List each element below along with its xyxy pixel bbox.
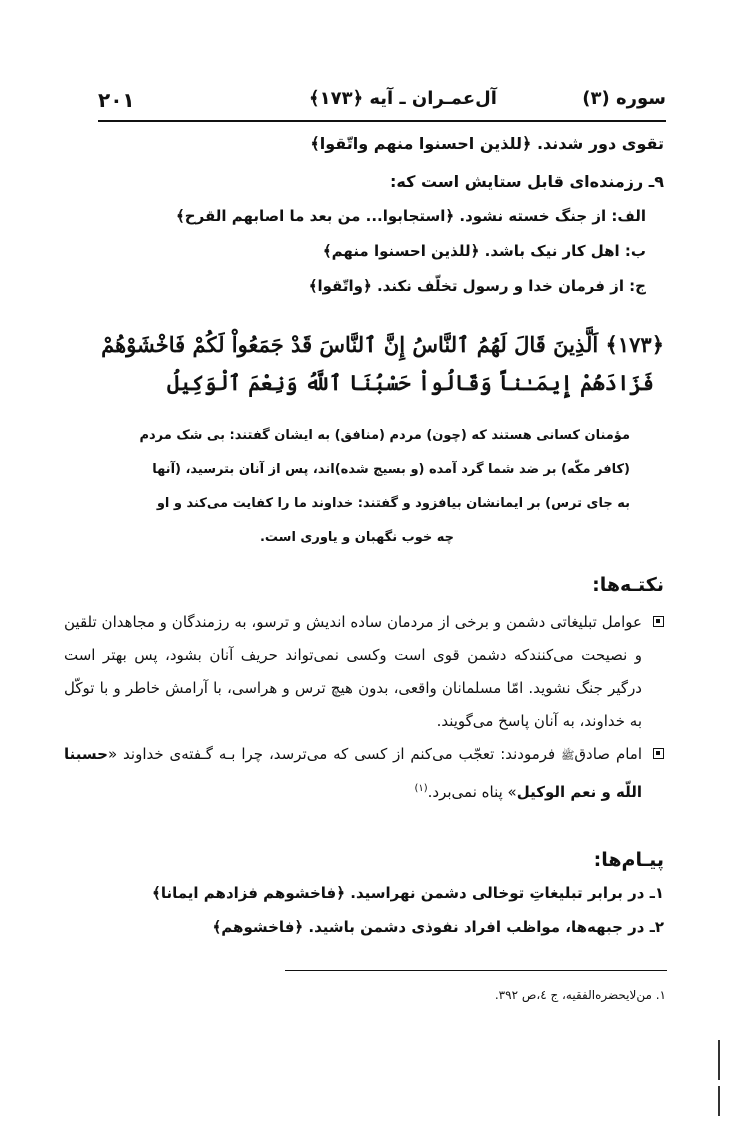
point-9-heading: ۹ـ رزمنده‌ای قابل ستایش است که: xyxy=(389,172,664,191)
page-edge-mark xyxy=(718,1040,720,1080)
footnote-ref: (۱) xyxy=(414,783,428,794)
messages-title: پیـام‌ها: xyxy=(593,849,664,871)
note-text-2-end: » پناه نمی‌برد. xyxy=(427,783,517,801)
footnote-text: ۱. من‌لایحضره‌الفقیه، ج ٤،ص ۳۹۲. xyxy=(494,988,666,1002)
point-item-jim: ج: از فرمان خدا و رسول تخلّف نکند. ﴿واتّقوا﴾ xyxy=(308,277,646,295)
translation-line-2: (کافر مکّه) بر ضد شما گرد آمده (و بسیج شده)اند، پس از آنان بترسید، (آنها xyxy=(152,462,630,477)
footnote-rule xyxy=(285,970,667,971)
honorific-glyph: ﷺ xyxy=(561,749,575,762)
page-number: ۲۰۱ xyxy=(98,88,135,112)
note-item-1 xyxy=(64,606,664,738)
note-text-2-mid: فرمودند: تعجّب می‌کنم از کسی که می‌ترسد، چرا بـه گـفته‌ی خداوند « xyxy=(107,745,562,763)
page-edge-mark xyxy=(718,1086,720,1116)
note-text-2-start: امام صادق xyxy=(574,745,642,763)
square-bullet-icon xyxy=(653,616,664,627)
note-quote: حسبنا اللّه و نعم الوکیل xyxy=(64,745,642,801)
message-item-1: ۱ـ در برابر تبلیغاتِ توخالی دشمن نهراسید. ﴿فاخشوهم فزادهم ایمانا﴾ xyxy=(152,884,664,902)
point-item-be: ب: اهل کار نیک باشد. ﴿للذین احسنوا منهم﴾ xyxy=(322,242,646,260)
square-bullet-icon xyxy=(653,748,664,759)
surah-label: سوره (۳) xyxy=(582,88,666,109)
quran-verse-line-1: ﴿۱۷۳﴾ اَلَّذِینَ قَالَ لَهُمُ ٱلنَّاسُ إِنَّ ٱلنَّاسَ قَدْ جَمَعُواْ لَكُمْ فَاخْشَوْهُمْ xyxy=(101,332,664,357)
notes-body xyxy=(64,606,664,809)
translation-line-1: مؤمنان کسانی هستند که (چون) مردم (منافق) به ایشان گفتند: بی شک مردم xyxy=(139,428,630,443)
point-item-alef: الف: از جنگ خسته نشود. ﴿استجابوا... من بعد ما اصابهم القرح﴾ xyxy=(176,207,646,225)
point-line-continued: تقوی دور شدند. ﴿للذین احسنوا منهم واتّقوا﴾ xyxy=(310,134,664,153)
quran-verse-line-2: فَزَادَهُمْ إِيمَـٰناً وَقَالُواْ حَسْبُنَا ٱللَّهُ وَنِعْمَ ٱلْوَكِيلُ xyxy=(167,370,654,395)
message-item-2: ۲ـ در جبهه‌ها، مواظب افراد نفوذی دشمن باشید. ﴿فاخشوهم﴾ xyxy=(212,918,664,936)
translation-line-4: چه خوب نگهبان و یاوری است. xyxy=(259,530,454,545)
surah-ayah-heading: آل‌عمـران ـ آیه ﴿۱۷۳﴾ xyxy=(309,88,497,109)
notes-title: نکتـه‌ها: xyxy=(592,574,664,596)
note-text-1: عوامل تبلیغاتی دشمن و برخی از مردمان ساده اندیش و ترسو، به رزمندگان و مجاهدان تلقین و نصیحت می‌کنندکه دشمن قوی است وکسی نمی‌تواند حریف آنان بشود، پس بهتر است درگیر جنگ نشوید. امّا مسلمانان واقعی، بدون هیچ ترس و هراسی، با آرامش خاطر و با توکّل به خداوند، به آنان پاسخ می‌گویند. xyxy=(64,613,642,730)
header-rule xyxy=(98,120,666,122)
translation-line-3: به جای ترس) بر ایمانشان بیافزود و گفتند: خداوند ما را کفایت می‌کند و او xyxy=(156,496,630,511)
page-header xyxy=(98,88,666,118)
note-item-2 xyxy=(64,738,664,809)
